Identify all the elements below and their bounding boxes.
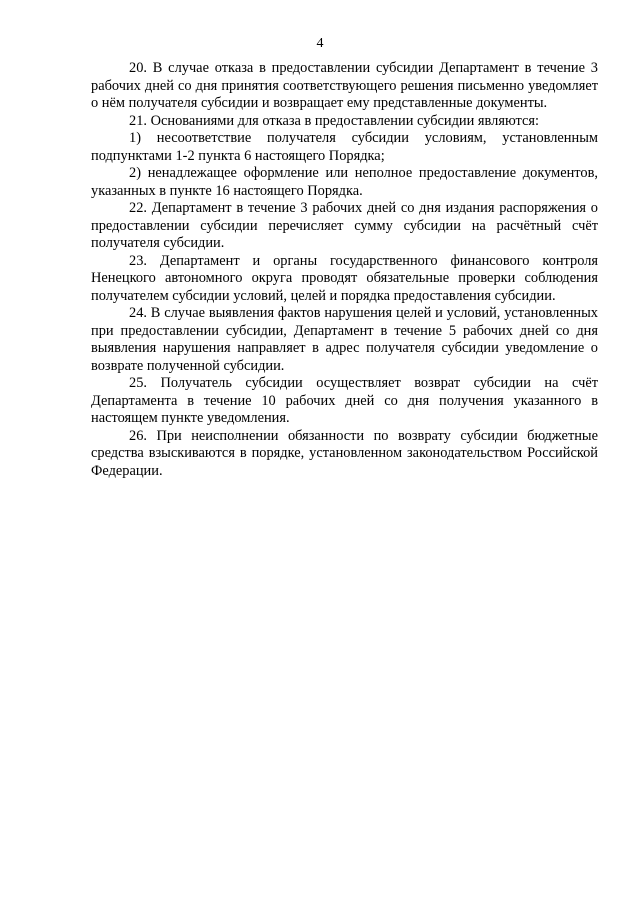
paragraph-21-item-2: 2) ненадлежащее оформление или неполное предоставление документов, указанных в пункте 16 настоящего Порядка. (91, 165, 598, 199)
page-number: 4 (316, 36, 324, 51)
paragraph-21-item-1: 1) несоответствие получателя субсидии условиям, установленным подпунктами 1-2 пункта 6 настоящего Порядка; (91, 130, 598, 164)
paragraph-23: 23. Департамент и органы государственного финансового контроля Ненецкого автономного округа проводят обязательные проверки соблюдения получателем субсидии условий, целей и порядка предоставления субсидии. (91, 252, 598, 304)
paragraph-22: 22. Департамент в течение 3 рабочих дней со дня издания распоряжения о предоставлении субсидии перечисляет сумму субсидии на расчётный счёт получателя субсидии. (91, 200, 598, 251)
paragraph-24: 24. В случае выявления фактов нарушения целей и условий, установленных при предоставлении субсидии, Департамент в течение 5 рабочих дней со дня выявления нарушения направляет в адрес получателя субсидии уведомление о возврате полученной субсидии. (91, 305, 598, 374)
paragraph-20: 20. В случае отказа в предоставлении субсидии Департамент в течение 3 рабочих дней со дня принятия соответствующего решения письменно уведомляет о нём получателя субсидии и возвращает ему представленные документы. (91, 60, 598, 111)
paragraph-26: 26. При неисполнении обязанности по возврату субсидии бюджетные средства взыскиваются в порядке, установленном законодательством Российской Федерации. (91, 427, 598, 479)
paragraph-21: 21. Основаниями для отказа в предоставлении субсидии являются: (129, 112, 539, 129)
document-body (91, 60, 598, 480)
paragraph-25: 25. Получатель субсидии осуществляет возврат субсидии на счёт Департамента в течение 10 рабочих дней со дня получения указанного в настоящем пункте уведомления. (91, 375, 598, 426)
